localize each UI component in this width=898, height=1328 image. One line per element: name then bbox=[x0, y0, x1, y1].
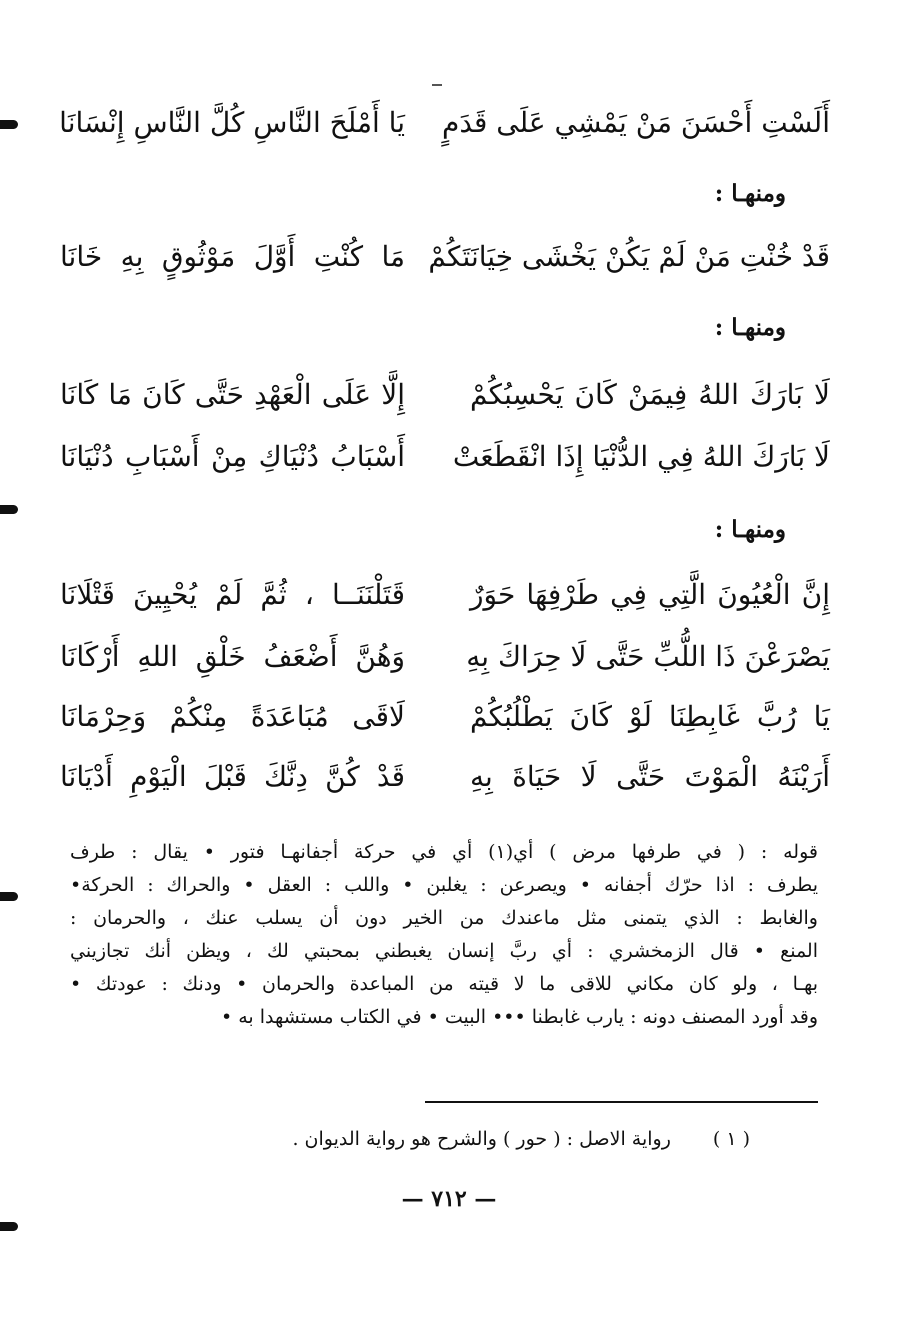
scan-speck bbox=[432, 84, 442, 86]
commentary-line: قوله : ( في طرفها مرض ) أي(١) أي في حركة أجفانهـا فتور • يقال : طرف bbox=[70, 841, 818, 863]
footnote bbox=[190, 1124, 750, 1154]
second-hemistich: قَتَلْنَنَــا ، ثُمَّ لَمْ يُحْيِينَ قَتْلَانَا bbox=[60, 578, 405, 611]
verse-couplet bbox=[60, 94, 830, 152]
verse-couplet bbox=[60, 688, 830, 746]
section-heading: ومنهـا : bbox=[714, 314, 786, 341]
second-hemistich: مَا كُنْتِ أَوَّلَ مَوْثُوقٍ بِهِ خَانَا bbox=[60, 240, 405, 273]
verse-couplet bbox=[60, 628, 830, 686]
commentary-line: والغابط : الذي يتمنى مثل ماعندك من الخير دون أن يسلب عنك ، والحرمان : bbox=[70, 907, 818, 929]
first-hemistich: أَرَيْنَهُ الْمَوْتَ حَتَّى لَا حَيَاةَ بِهِ bbox=[470, 760, 830, 793]
second-hemistich: لَاقَى مُبَاعَدَةً مِنْكُمْ وَحِرْمَانَا bbox=[60, 700, 405, 733]
page-number: — ٧١٢ — bbox=[401, 1186, 497, 1212]
second-hemistich: قَدْ كُنَّ دِنَّكَ قَبْلَ الْيَوْمِ أَدْيَانَا bbox=[60, 760, 405, 793]
footnote-marker: ( ١ ) bbox=[712, 1128, 750, 1150]
binding-mark bbox=[0, 505, 18, 514]
commentary-paragraph bbox=[70, 836, 818, 1034]
section-heading: ومنهـا : bbox=[714, 516, 786, 543]
commentary-line: المنع • قال الزمخشري : أي ربَّ إنسان يغبطني بمحبتي لك ، ويظن أنك تجازيني bbox=[70, 940, 818, 962]
footnote-divider bbox=[425, 1101, 818, 1103]
first-hemistich: يَا رُبَّ غَابِطِنَا لَوْ كَانَ يَطْلُبُكُمْ bbox=[470, 700, 830, 733]
binding-mark bbox=[0, 120, 18, 129]
verse-couplet bbox=[60, 366, 830, 424]
commentary-line: بهـا ، ولو كان مكاني للاقى ما لا قيته من المباعدة والحرمان • ودنك : عودتك • bbox=[70, 973, 818, 995]
commentary-line: يطرف : اذا حرّك أجفانه • ويصرعن : يغلبن • واللب : العقل • والحراك : الحركة• bbox=[70, 874, 818, 896]
verse-couplet bbox=[60, 228, 830, 286]
first-hemistich: يَصْرَعْنَ ذَا اللُّبِّ حَتَّى لَا حِرَاكَ بِهِ bbox=[466, 640, 830, 673]
first-hemistich: أَلَسْتِ أَحْسَنَ مَنْ يَمْشِي عَلَى قَدَمٍ bbox=[441, 106, 830, 139]
commentary-line: وقد أورد المصنف دونه : يارب غابطنا ••• البيت • في الكتاب مستشهدا به • bbox=[221, 1006, 818, 1028]
first-hemistich: قَدْ خُنْتِ مَنْ لَمْ يَكُنْ يَخْشَى خِيَانَتَكُمْ bbox=[428, 240, 830, 273]
second-hemistich: وَهُنَّ أَضْعَفُ خَلْقِ اللهِ أَرْكَانَا bbox=[60, 640, 405, 673]
second-hemistich: يَا أَمْلَحَ النَّاسِ كُلَّ النَّاسِ إِنْسَانَا bbox=[59, 106, 405, 139]
first-hemistich: لَا بَارَكَ اللهُ فِي الدُّنْيَا إِذَا انْقَطَعَتْ bbox=[452, 440, 830, 473]
verse-couplet bbox=[60, 566, 830, 624]
first-hemistich: إِنَّ الْعُيُونَ الَّتِي فِي طَرْفِهَا حَوَرٌ bbox=[470, 578, 830, 611]
binding-mark bbox=[0, 892, 18, 901]
footnote-text: رواية الاصل : ( حور ) والشرح هو رواية الديوان . bbox=[292, 1128, 671, 1150]
first-hemistich: لَا بَارَكَ اللهُ فِيمَنْ كَانَ يَحْسِبُكُمْ bbox=[470, 378, 830, 411]
second-hemistich: أَسْبَابُ دُنْيَاكِ مِنْ أَسْبَابِ دُنْيَانَا bbox=[60, 440, 405, 473]
verse-couplet bbox=[60, 428, 830, 486]
verse-couplet bbox=[60, 748, 830, 806]
second-hemistich: إِلَّا عَلَى الْعَهْدِ حَتَّى كَانَ مَا كَانَا bbox=[60, 378, 405, 411]
binding-mark bbox=[0, 1222, 18, 1231]
section-heading: ومنهـا : bbox=[714, 180, 786, 207]
